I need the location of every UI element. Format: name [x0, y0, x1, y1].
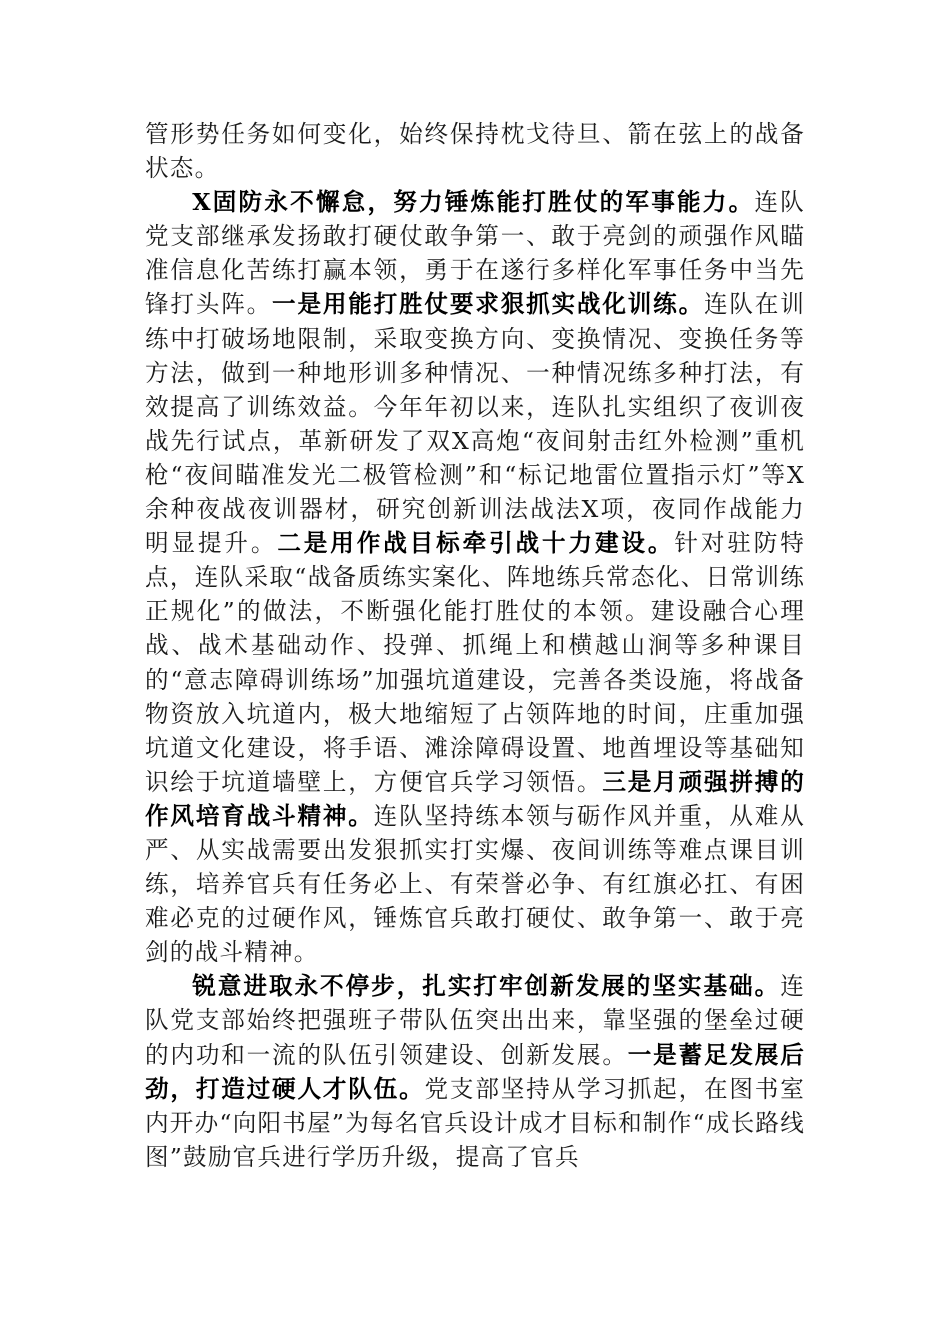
point-two-heading: 二是用作战目标牵引战十力建设。	[277, 529, 675, 558]
paragraph-2	[145, 185, 805, 969]
paragraph-3	[145, 969, 805, 1174]
paragraph-3-intro: 连队党支部始终把强班子带队伍突出出来，靠坚强的堡垒过硬的内功和一流的队伍引领建设、创新发展。	[145, 972, 805, 1069]
talent-point-heading: 一是蓄足发展后劲，打造过硬人才队伍。	[145, 1040, 805, 1103]
talent-point-body: 党支部坚持从学习抓起，在图书室内开办“向阳书屋”为每名官兵设计成才目标和制作“成长路线图”鼓励官兵进行学历升级，提高了官兵	[145, 1074, 806, 1171]
point-one-heading: 一是用能打胜仗要求狠抓实战化训练。	[272, 290, 704, 319]
section-heading-military-capability: X固防永不懈怠，努力锤炼能打胜仗的军事能力。	[192, 188, 755, 217]
paragraph-1	[145, 117, 805, 185]
paragraph-2-intro: 连队党支部继承发扬敢打硬仗敢争第一、敢于亮剑的顽强作风瞄准信息化苦练打赢本领，勇于在遂行多样化军事任务中当先锋打头阵。	[145, 188, 805, 319]
section-heading-innovation-foundation: 锐意进取永不停步，扎实打牢创新发展的坚实基础。	[192, 972, 781, 1001]
document-page	[145, 117, 805, 1174]
point-three-body: 连队坚持练本领与砺作风并重，从难从严、从实战需要出发狠抓实打实爆、夜间训练等难点课目训练，培养官兵有任务必上、有荣誉必争、有红旗必扛、有困难必克的过硬作风，锤炼官兵敢打硬仗、敢争第一、敢于亮剑的战斗精神。	[145, 801, 805, 967]
paragraph-1-text: 管形势任务如何变化，始终保持枕戈待旦、箭在弦上的战备状态。	[145, 120, 805, 183]
point-one-body: 连队在训练中打破场地限制，采取变换方向、变换情况、变换任务等方法，做到一种地形训多种情况、一种情况练多种打法，有效提高了训练效益。今年年初以来，连队扎实组织了夜训夜战先行试点，革新研发了双X高炮“夜间射击红外检测”重机枪“夜间瞄准发光二极管检测”和“标记地雷位置指示灯”等X余种夜战夜训器材，研究创新训法战法X项，夜同作战能力明显提升。	[145, 290, 806, 558]
point-three-heading: 三是月顽强拼搏的作风培育战斗精神。	[145, 767, 805, 830]
point-two-body: 针对驻防特点，连队采取“战备质练实案化、阵地练兵常态化、日常训练正规化”的做法，不断强化能打胜仗的本领。建设融合心理战、战术基础动作、投弹、抓绳上和横越山涧等多种课目的“意志障碍训练场”加强坑道建设，完善各类设施，将战备物资放入坑道内，极大地缩短了占领阵地的时间，庄重加强坑道文化建设，将手语、滩涂障碍设置、地酋埋设等基础知识绘于坑道墙壁上，方便官兵学习领悟。	[145, 529, 806, 796]
